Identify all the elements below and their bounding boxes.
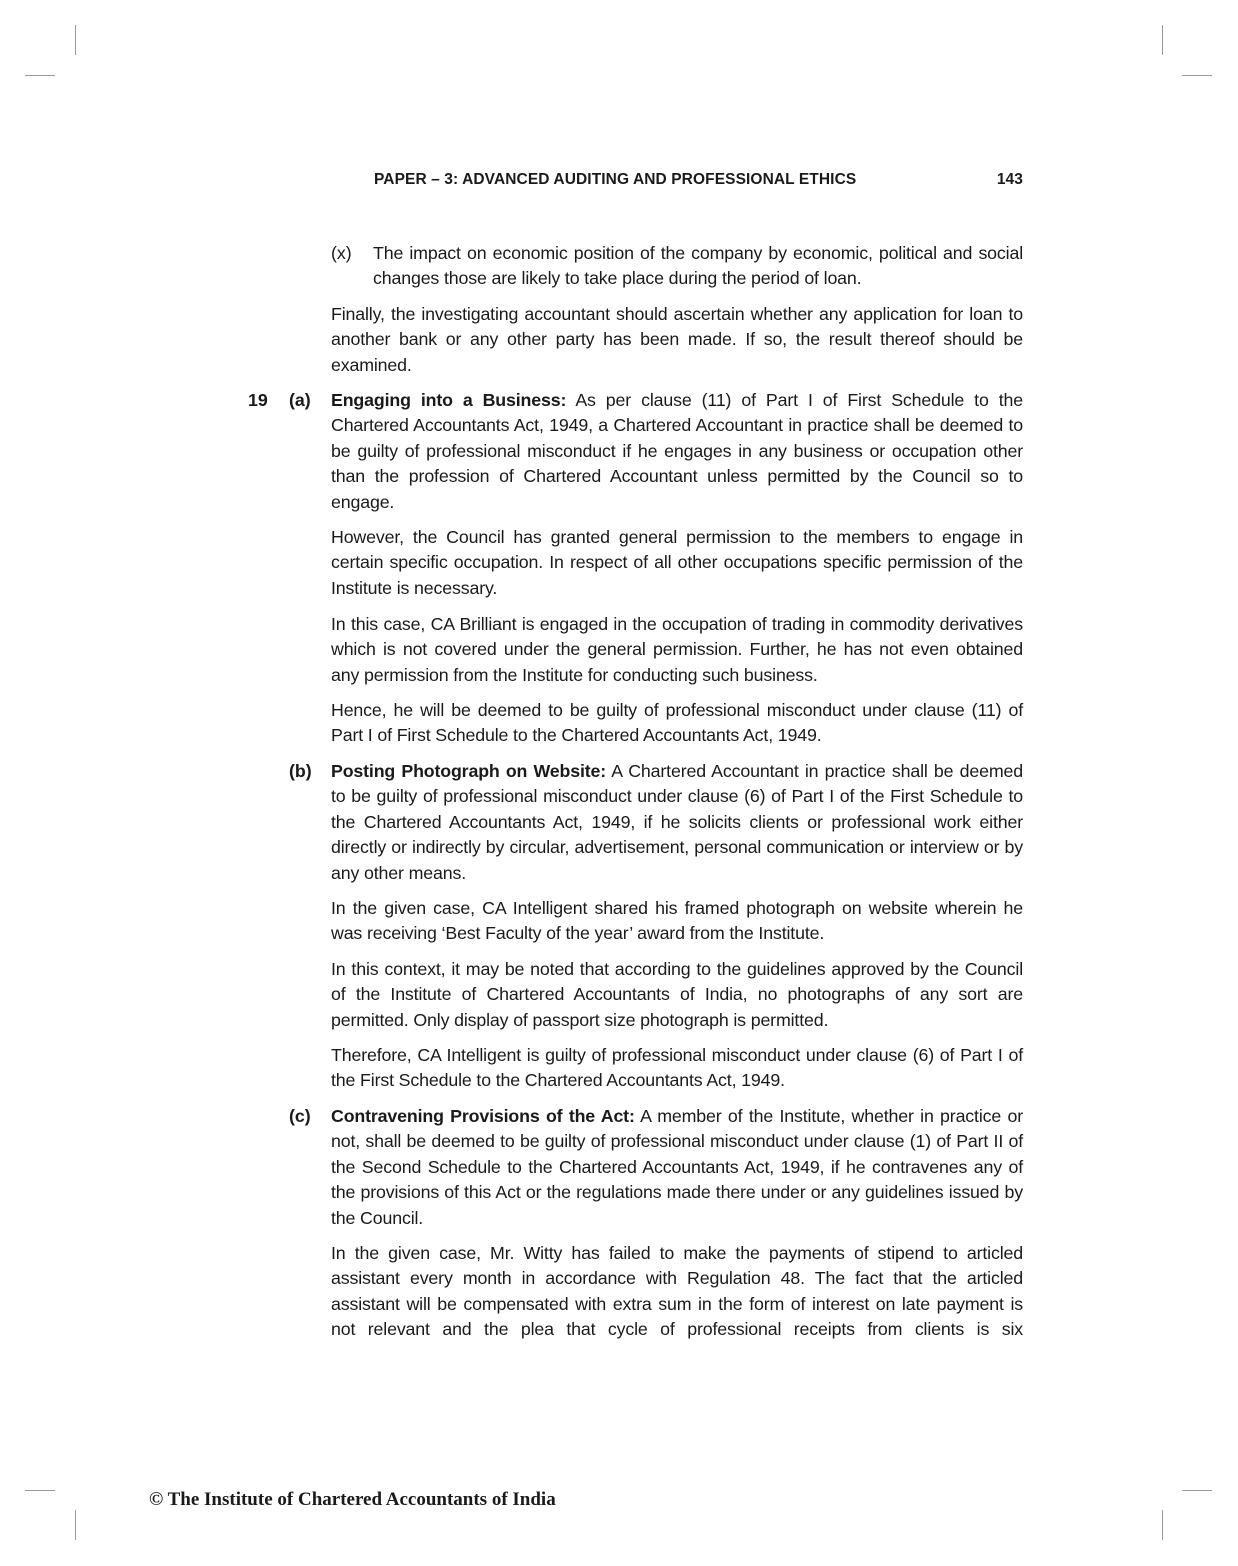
copyright-footer: © The Institute of Chartered Accountants of India: [149, 1489, 556, 1510]
crop-mark-top-left-vertical: [75, 25, 76, 55]
part-b-para-3: [331, 1043, 1023, 1094]
part-a-para-3: [331, 698, 1023, 749]
part-c-para-1: [331, 1241, 1023, 1343]
paragraph: In this context, it may be noted that according to the guidelines approved by the Council of the Institute of Chartered Accountants of India, no photographs of any sort are permitted. Only display of passport size photograph is permitted.: [331, 959, 1023, 1030]
paragraph: However, the Council has granted general permission to the members to engage in certain specific occupation. In respect of all other occupations specific permission of the Institute is necessary.: [331, 527, 1023, 598]
part-c: [331, 1104, 1023, 1231]
paragraph: In this case, CA Brilliant is engaged in the occupation of trading in commodity derivatives which is not covered under the general permission. Further, he has not even obtained any permission from the Institute for conducting such business.: [331, 614, 1023, 685]
part-b-intro: [331, 759, 1023, 886]
finally-paragraph: [331, 302, 1023, 378]
finally-text: Finally, the investigating accountant should ascertain whether any application for loan to another bank or any other party has been made. If so, the result thereof should be examined.: [331, 304, 1023, 375]
crop-mark-top-right-vertical: [1162, 25, 1163, 55]
part-b: [331, 759, 1023, 886]
paper-title: PAPER – 3: ADVANCED AUDITING AND PROFESSIONAL ETHICS: [374, 171, 857, 188]
page-number: 143: [996, 171, 1023, 188]
part-c-heading: Contravening Provisions of the Act:: [331, 1106, 635, 1126]
crop-mark-bottom-left-horizontal: [25, 1490, 55, 1491]
part-a-text: As per clause (11) of Part I of First Schedule to the Chartered Accountants Act, 1949, a Chartered Accountant in practice shall be deemed to be guilty of professional misconduct if he engages in any business or occupation other than the profession of Chartered Accountant unless permitted by the Council so to engage.: [331, 390, 1024, 512]
paragraph: Therefore, CA Intelligent is guilty of professional misconduct under clause (6) of Part I of the First Schedule to the Chartered Accountants Act, 1949.: [331, 1045, 1023, 1091]
part-a-para-1: [331, 525, 1023, 601]
part-b-text: A Chartered Accountant in practice shall be deemed to be guilty of professional misconduct under clause (6) of Part I of the First Schedule to the Chartered Accountants Act, 1949, if he solicits clients or professional work either directly or indirectly by circular, advertisement, personal communication or interview or by any other means.: [331, 761, 1023, 883]
paragraph: Hence, he will be deemed to be guilty of professional misconduct under clause (11) of Part I of First Schedule to the Chartered Accountants Act, 1949.: [331, 700, 1023, 746]
crop-mark-bottom-right-horizontal: [1182, 1490, 1212, 1491]
item-x: [373, 241, 1023, 292]
part-a-intro: [331, 388, 1023, 515]
part-b-para-2: [331, 957, 1023, 1033]
item-x-label: (x): [331, 243, 352, 263]
crop-mark-top-left-horizontal: [25, 75, 55, 76]
part-a-heading: Engaging into a Business:: [331, 390, 567, 410]
question-number: 19: [248, 390, 268, 410]
part-c-text: A member of the Institute, whether in practice or not, shall be deemed to be guilty of professional misconduct under clause (1) of Part II of the Second Schedule to the Chartered Accountants Act, 1949, if he contravenes any of the provisions of this Act or the regulations made there under or any guidelines issued by the Council.: [331, 1106, 1024, 1228]
part-c-label: (c): [289, 1106, 311, 1126]
item-x-text: The impact on economic position of the company by economic, political and social changes those are likely to take place during the period of loan.: [373, 243, 1023, 289]
part-a-para-2: [331, 612, 1023, 688]
part-b-para-1: [331, 896, 1023, 947]
part-a-label: (a): [289, 390, 311, 410]
crop-mark-top-right-horizontal: [1182, 75, 1212, 76]
paragraph: In the given case, Mr. Witty has failed to make the payments of stipend to articled assistant every month in accordance with Regulation 48. The fact that the articled assistant will be compensated with extra sum in the form of interest on late payment is not relevant and the plea that cycle of professional receipts from clients is six: [331, 1243, 1023, 1340]
crop-mark-bottom-right-vertical: [1162, 1510, 1163, 1540]
crop-mark-bottom-left-vertical: [75, 1510, 76, 1540]
part-b-label: (b): [289, 761, 312, 781]
part-c-intro: [331, 1104, 1023, 1231]
paragraph: In the given case, CA Intelligent shared his framed photograph on website wherein he was receiving ‘Best Faculty of the year’ award from the Institute.: [331, 898, 1023, 944]
part-a: [331, 388, 1023, 515]
part-b-heading: Posting Photograph on Website:: [331, 761, 607, 781]
